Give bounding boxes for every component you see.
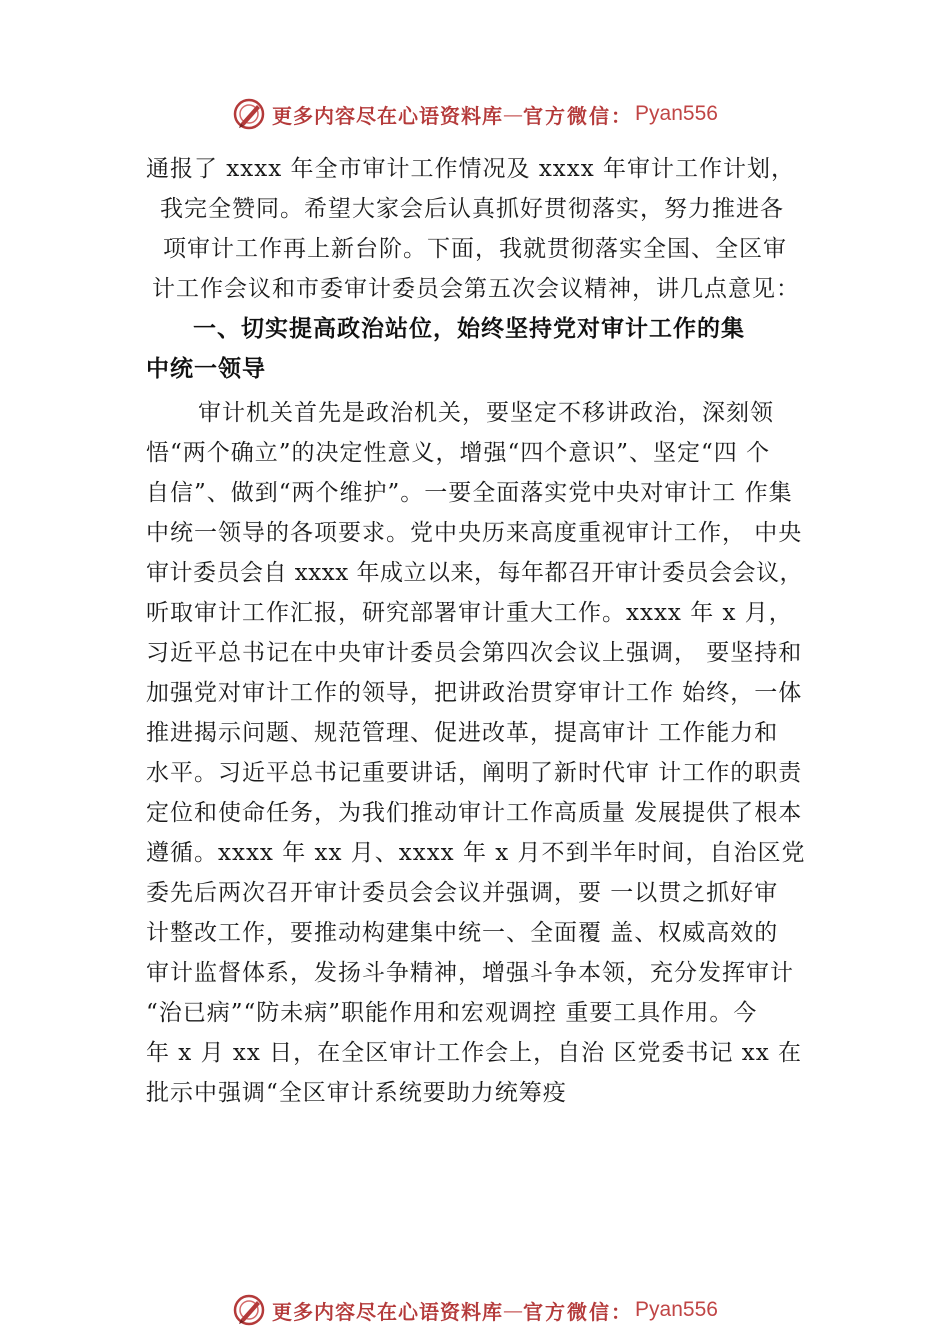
watermark-official-label: 官方微信： — [523, 103, 634, 128]
text-line: 推进揭示问题、规范管理、促进改革，提高审计 工作能力和 — [146, 720, 779, 746]
text-line: 我完全赞同。希望大家会后认真抓好贯彻落实，努力推进各 — [160, 196, 784, 222]
text-line: 听取审计工作汇报，研究部署审计重大工作。xxxx 年 x 月， — [146, 600, 793, 626]
watermark-wechat-id: Pyan556 — [635, 1298, 718, 1321]
text-line: 项审计工作再上新台阶。下面，我就贯彻落实全国、全区审 — [163, 236, 787, 262]
watermark-text: 更多内容尽在心语资料库 — [272, 1299, 504, 1324]
text-line: 通报了 xxxx 年全市审计工作情况及 xxxx 年审计工作计划， — [146, 156, 796, 182]
text-line: 审计委员会自 xxxx 年成立以来，每年都召开审计委员会会议， — [146, 560, 804, 586]
text-line: 加强党对审计工作的领导，把讲政治贯穿审计工作 始终，一体 — [146, 680, 803, 706]
text-line: 审计监督体系，发扬斗争精神，增强斗争本领，充分发挥审计 — [146, 960, 794, 986]
text-line: 水平。习近平总书记重要讲话，阐明了新时代审 计工作的职责 — [146, 760, 803, 786]
watermark-footer — [0, 1290, 950, 1330]
text-line: 悟“两个确立”的决定性意义，增强“四个意识”、坚定“四 个 — [146, 440, 771, 466]
section-heading: 一、切实提高政治站位，始终坚持党对审计工作的集 — [193, 316, 745, 342]
section-heading-continued: 中统一领导 — [146, 356, 266, 382]
pen-logo-icon — [232, 97, 266, 131]
text-line: 中统一领导的各项要求。党中央历来高度重视审计工作， 中央 — [146, 520, 803, 546]
watermark-official-label: 官方微信： — [523, 1299, 634, 1324]
text-line: 习近平总书记在中央审计委员会第四次会议上强调， 要坚持和 — [146, 640, 803, 666]
watermark-text: 更多内容尽在心语资料库 — [272, 103, 504, 128]
text-line: 审计机关首先是政治机关，要坚定不移讲政治，深刻领 — [198, 400, 774, 426]
text-line: 定位和使命任务，为我们推动审计工作高质量 发展提供了根本 — [146, 800, 803, 826]
text-line: 计整改工作，要推动构建集中统一、全面覆 盖、权威高效的 — [146, 920, 779, 946]
text-line: 自信”、做到“两个维护”。一要全面落实党中央对审计工 作集 — [146, 480, 793, 506]
watermark-dash: — — [503, 1298, 524, 1322]
text-line: 年 x 月 xx 日，在全区审计工作会上，自治 区党委书记 xx 在 — [146, 1040, 803, 1066]
text-line: 批示中强调“全区审计系统要助力统筹疫 — [146, 1080, 567, 1106]
text-line: 计工作会议和市委审计委员会第五次会议精神，讲几点意见： — [152, 276, 800, 302]
watermark-dash: — — [503, 102, 524, 126]
text-line: 遵循。xxxx 年 xx 月、xxxx 年 x 月不到半年时间，自治区党 — [146, 840, 806, 866]
text-line: 委先后两次召开审计委员会会议并强调，要 一以贯之抓好审 — [146, 880, 779, 906]
watermark-wechat-id: Pyan556 — [635, 102, 718, 125]
text-line: “治已病”“防未病”职能作用和宏观调控 重要工具作用。今 — [146, 1000, 758, 1026]
watermark-header — [0, 94, 950, 134]
pen-logo-icon — [232, 1293, 266, 1327]
